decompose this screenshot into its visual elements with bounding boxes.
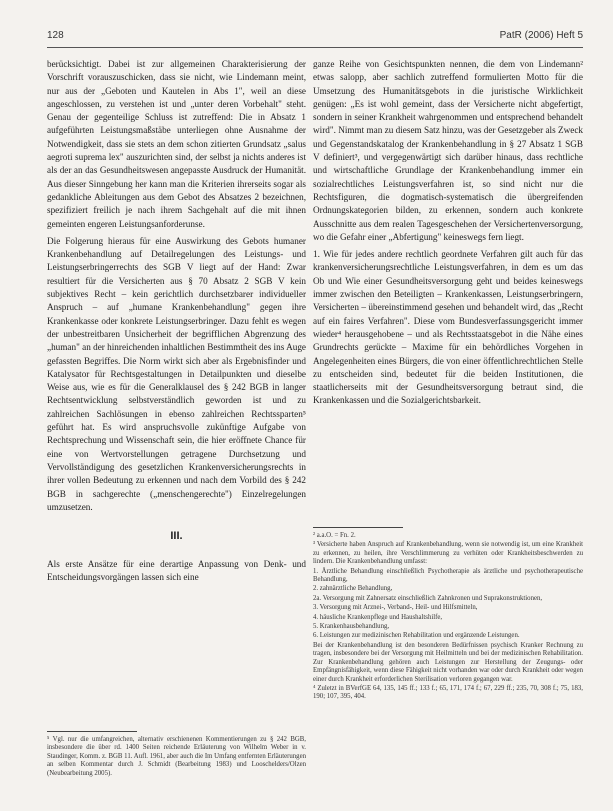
- body-paragraph: ganze Reihe von Gesichtspunkten nennen, die dem von Lindemann² etwas salopp, aber sachlich zutreffend formulierten Motto für die Umsetzung des Humanitätsgebots in die juristische Wirklichkeit genügen: „Es ist wohl gemeint, dass der Versicherte nicht abgefertigt, sondern in seiner Krankheit wahrgenommen und entsprechend behandelt wird". Nimmt man zu diesem Satz hinzu, was der Gesetzgeber als Zweck und Gegenstandskatalog der Krankenbehandlung in § 27 Absatz 1 SGB V definiert³, und vergegenwärtigt sich darüber hinaus, dass rechtliche und wirtschaftliche Grundlage der Krankenbehandlung immer ein sozialrechtliches Leistungsverfahren ist, so sind nicht nur die Rechtsfiguren, die dogmatisch-systematisch die übergreifenden Ordnungskategorien bilden, zu erkennen, sondern auch konkrete Ausschnitte aus dem realen Tagesgeschehen der Versichertenversorgung, wo die Gefahr einer „Abfertigung" keineswegs fern liegt.: [313, 59, 583, 242]
- footnote: ⁵ Vgl. nur die umfangreichen, alternativ erschienenen Kommentierungen zu § 242 BGB, insbesondere die über rd. 1400 Seiten reichende Erläuterung von Wilhelm Weber in v. Staudinger, Komm. z. BGB 11. Aufl. 1961, aber auch die Im Umfang entfernten Erläuterungen an selben Kommentar durch J. Schmidt (Bearbeitung 1983) und Looschelders/Olzen (Neubearbeitung 2005).: [47, 736, 306, 777]
- footnotes-right: [313, 519, 583, 703]
- footnote: ⁴ Zuletzt in BVerfGE 64, 135, 145 ff.; 133 f.; 65, 171, 174 f.; 67, 229 ff.; 235, 70, 308 f.; 75, 183, 190; 107, 395, 404.: [313, 684, 583, 701]
- footnote-list-item: 5. Krankenhausbehandlung,: [313, 623, 390, 631]
- footnote-list-item: 6. Leistungen zur medizinischen Rehabilitation und ergänzende Leistungen.: [313, 632, 520, 640]
- footnote-rule: [313, 527, 403, 528]
- footnote-list-item: 2. zahnärztliche Behandlung,: [313, 585, 393, 593]
- footnote: Bei der Krankenbehandlung ist den besonderen Bedürfnissen psychisch Kranker Rechnung zu tragen, insbesondere bei der Versorgung mit Heilmitteln und bei der medizinischen Rehabilitation. Zur Krankenbehandlung gehören auch Leistungen zur Herstellung der Zeugungs- oder Empfängnisfähigkeit, wenn diese Fähigkeit nicht vorhanden war oder durch Krankheit oder wegen einer durch Krankheit erforderlichen Sterilisation verloren gegangen war.: [313, 641, 583, 683]
- journal-reference: PatR (2006) Heft 5: [499, 30, 583, 41]
- left-column: [47, 58, 306, 589]
- right-column: [313, 58, 583, 412]
- footnotes-left: [47, 723, 306, 779]
- footnote-rule: [47, 731, 137, 732]
- footnote-list-item: 2a. Versorgung mit Zahnersatz einschließlich Zahnkronen und Suprakonstruktionen,: [313, 594, 543, 602]
- footnote-list-item: 4. häusliche Krankenpflege und Haushaltshilfe,: [313, 613, 443, 621]
- page-header: [47, 30, 583, 48]
- body-paragraph: Als erste Ansätze für eine derartige Anpassung von Denk- und Entscheidungsvorgängen lassen sich eine: [47, 559, 306, 583]
- page-number: 128: [47, 30, 64, 41]
- header-rule: [47, 47, 583, 48]
- body-paragraph: berücksichtigt. Dabei ist zur allgemeinen Charakterisierung der Vorschrift vorauszuschicken, dass sie nicht, wie Lindemann meint, nur aus der „Geboten und Kautelen in Abs 1", weil an diese angeschlossen, zu verstehen ist und „unter deren Vorbehalt" steht. Genau der gegenteilige Schluss ist zutreffend: Die in Absatz 1 aufgeführten Leistungsmaßstäbe unterliegen ohne Ausnahme der Notwendigkeit, dass sie stets an dem schon zitierten Grundsatz „salus aegroti suprema lex" auszurichten sind, der selbst ja nichts anderes ist als der an das Gesundheitswesen angepasste Ausdruck der Humanität. Aus dieser Sinngebung her kann man die Kriterien ihrerseits sogar als gedankliche Ableitungen aus dem Gebot des Absatzes 2 bezeichnen, spezifiziert freilich je nach ihrem Sachgehalt auf die mit ihnen gemeinten engeren Leistungsanforderunse.: [47, 59, 306, 229]
- section-heading: III.: [170, 530, 183, 543]
- footnote: ² a.a.O. = Fn. 2.: [313, 532, 356, 539]
- footnote-list-item: 3. Versorgung mit Arznei-, Verband-, Heil- und Hilfsmitteln,: [313, 604, 478, 612]
- body-paragraph: Die Folgerung hieraus für eine Auswirkung des Gebots humaner Krankenbehandlung auf Detailregelungen des Leistungs- und Leistungserbringerrechts des SGB V liegt auf der Hand: Zwar resultiert für die Versicherten aus § 70 Absatz 2 SGB V kein subjektives Recht – kein gerichtlich durchsetzbarer individueller Anspruch – auf „humane Krankenbehandlung" gegen ihre Krankenkasse oder konkrete Leistungserbringer. Dazu fehlt es wegen der unbestreitbaren Unsicherheit der begrifflichen Abgrenzung des „human" an der hinreichenden inhaltlichen Bestimmtheit des ins Auge gefassten Begriffes. Die Norm wirkt sich aber als Ergebnisfinder und Katalysator für Rechtsgestaltungen in Detailpunkten und dieselbe Weise aus, wie es für die Generalklausel des § 242 BGB in langer Rechtsentwicklung selbstverständlich geworden ist und zu zahlreichen Sachlösungen in ebenso zahlreichen Rechtssparten⁵ geführt hat. Es wird anspruchsvolle zukünftige Aufgabe von Rechtsprechung und Wissenschaft sein, die hier eröffnete Chance für eine von Wertvorstellungen getragene Durchsetzung und Vervollständigung des gesetzlichen Krankenversicherungsrechts in ihrer vollen Bedeutung zu erkennen und nach dem Vorbild des § 242 BGB in sachgerechte („menschengerechte") Einzelregelungen umzusetzen.: [47, 235, 306, 512]
- footnote: ³ Versicherte haben Anspruch auf Krankenbehandlung, wenn sie notwendig ist, um eine Krankheit zu erkennen, zu heilen, ihre Verschlimmerung zu verhüten oder Krankheitsbeschwerden zu lindern. Die Krankenbehandlung umfasst:: [313, 541, 583, 566]
- footnote-list-item: 1. Ärztliche Behandlung einschließlich Psychotherapie als ärztliche und psychotherapeutische Behandlung,: [313, 567, 583, 584]
- body-paragraph: 1. Wie für jedes andere rechtlich geordnete Verfahren gilt auch für das krankenversicherungsrechtliche Leistungsverfahren, in dem es um das Ob und Wie einer Gesundheitsversorgung geht und beides keineswegs immer zwischen den Beteiligten – Krankenkassen, Leistungserbringern, Versicherten – übereinstimmend gesehen und behandelt wird, das „Recht auf ein faires Verfahren". Diese vom Bundesverfassungsgericht immer wieder⁴ herausgehobene – und als Rechtsstaatsgebot in die Nähe eines Grundrechts gerückte – Maxime für ein behördliches Vorgehen in Angelegenheiten eines Bürgers, die von einer öffentlichrechtlichen Stelle zu entscheiden sind, bedeutet für die beiden Institutionen, die staatlicherseits mit der Gesundheitsversorgung betraut sind, die Krankenkassen und die Sozialgerichtsbarkeit.: [313, 249, 583, 406]
